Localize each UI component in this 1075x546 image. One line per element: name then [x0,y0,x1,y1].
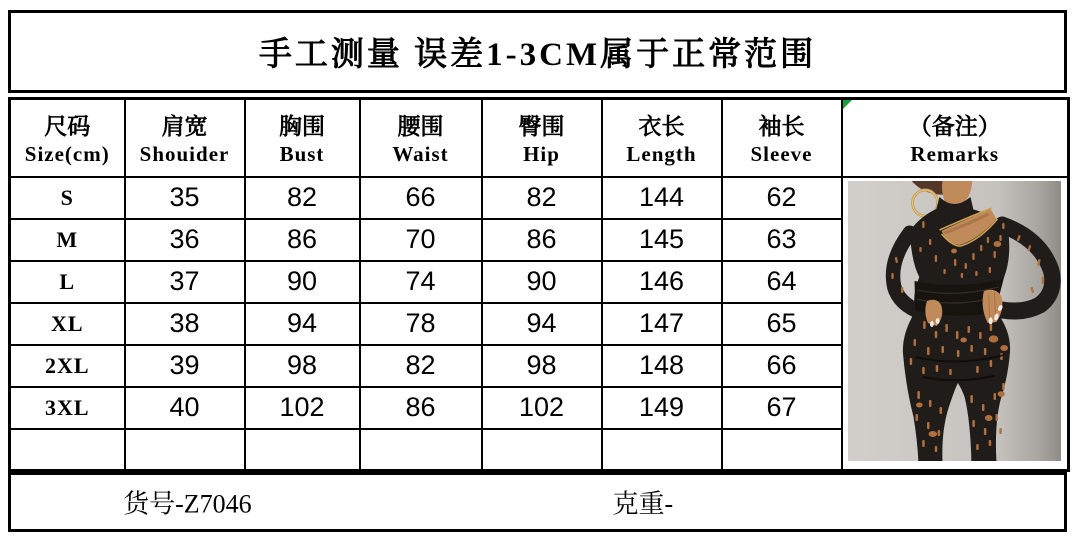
size-label [10,429,125,471]
header-size-zh: 尺码 [44,113,91,139]
measure-cell: 38 [125,303,245,345]
measure-cell: 65 [722,303,842,345]
measure-cell: 40 [125,387,245,429]
measure-cell: 147 [602,303,722,345]
measure-cell: 94 [482,303,602,345]
measure-cell: 62 [722,177,842,219]
measure-cell: 66 [360,177,482,219]
header-remarks-en: Remarks [910,141,1000,166]
size-label: 3XL [10,387,125,429]
column-header-hip [482,99,602,177]
measure-cell: 35 [125,177,245,219]
column-header-length [602,99,722,177]
column-header-sleeve [722,99,842,177]
gram-weight: 克重- [612,489,674,519]
header-hip-en: Hip [523,141,560,166]
column-header-size [10,99,125,177]
header-shoulder-zh: 肩宽 [161,113,208,139]
header-length-zh: 衣长 [638,113,685,139]
measure-cell: 90 [482,261,602,303]
measure-cell: 36 [125,219,245,261]
measure-cell: 146 [602,261,722,303]
measure-cell: 94 [245,303,360,345]
measure-cell [722,429,842,471]
measure-cell: 64 [722,261,842,303]
column-header-waist [360,99,482,177]
header-remarks-zh: （备注） [908,113,1001,139]
measure-cell: 82 [245,177,360,219]
measure-cell: 98 [245,345,360,387]
chart-title: 手工测量 误差1-3CM属于正常范围 [8,10,1067,93]
measure-cell: 67 [722,387,842,429]
header-size-en: Size(cm) [24,141,110,166]
model-photo [848,181,1061,461]
measure-cell: 102 [482,387,602,429]
header-bust-en: Bust [279,141,325,166]
excel-comment-marker-icon [843,100,852,109]
header-sleeve-zh: 袖长 [758,113,805,139]
measure-cell: 74 [360,261,482,303]
table-row-s [10,177,1069,219]
measure-cell: 148 [602,345,722,387]
measure-cell: 66 [722,345,842,387]
size-label: S [10,177,125,219]
nail [988,317,992,324]
measure-cell: 145 [602,219,722,261]
measure-cell: 98 [482,345,602,387]
measure-cell [125,429,245,471]
header-sleeve-en: Sleeve [750,141,813,166]
measure-cell: 78 [360,303,482,345]
header-waist-zh: 腰围 [397,113,444,139]
measure-cell [482,429,602,471]
size-label: M [10,219,125,261]
measure-cell: 149 [602,387,722,429]
measure-cell: 39 [125,345,245,387]
header-bust-zh: 胸围 [279,113,325,139]
column-header-shoulder [125,99,245,177]
measure-cell: 86 [360,387,482,429]
item-number: 货号-Z7046 [123,489,252,519]
measure-cell [245,429,360,471]
column-header-bust [245,99,360,177]
size-label: 2XL [10,345,125,387]
measure-cell: 144 [602,177,722,219]
header-shoulder-en: Shouider [139,141,230,166]
product-photo-cell [842,177,1069,471]
size-label: L [10,261,125,303]
size-chart-sheet [8,10,1067,532]
header-hip-zh: 臀围 [518,113,565,139]
nail [935,318,939,324]
measure-cell: 102 [245,387,360,429]
header-waist-en: Waist [392,141,449,166]
measure-cell [602,429,722,471]
measure-cell: 82 [360,345,482,387]
measure-cell: 86 [245,219,360,261]
header-row [10,99,1069,177]
size-table [8,97,1070,472]
measure-cell: 86 [482,219,602,261]
measure-cell: 70 [360,219,482,261]
column-header-remarks [842,99,1069,177]
header-length-en: Length [626,141,697,166]
nail [929,321,933,327]
footer-bar [8,472,1067,532]
measure-cell: 90 [245,261,360,303]
measure-cell: 63 [722,219,842,261]
measure-cell: 37 [125,261,245,303]
measure-cell: 82 [482,177,602,219]
size-label: XL [10,303,125,345]
measure-cell [360,429,482,471]
